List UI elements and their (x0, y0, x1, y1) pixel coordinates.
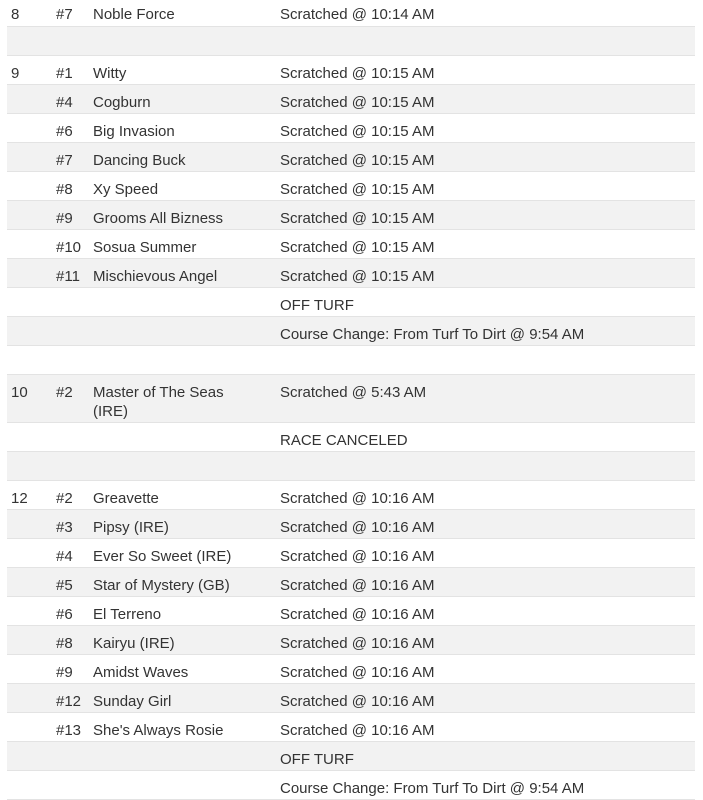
program-number: #1 (56, 65, 73, 82)
horse-name: Xy Speed (93, 181, 159, 198)
change-info: Course Change: From Turf To Dirt @ 9:54 AM (280, 780, 585, 797)
program-number: #9 (56, 664, 73, 681)
table-row (7, 317, 695, 346)
table-row (7, 27, 695, 56)
program-number: #8 (56, 181, 73, 198)
table-row (7, 201, 695, 230)
change-info: Scratched @ 10:15 AM (280, 65, 435, 82)
program-number: #11 (56, 268, 80, 285)
change-info: Scratched @ 10:16 AM (280, 606, 435, 623)
race-number: 12 (11, 490, 28, 507)
program-number: #13 (56, 722, 82, 739)
change-info: Scratched @ 10:15 AM (280, 210, 435, 227)
table-row (7, 56, 695, 85)
horse-name: Greavette (93, 490, 159, 507)
program-number: #5 (56, 577, 73, 594)
program-number: #2 (56, 384, 73, 401)
horse-name: Dancing Buck (93, 152, 186, 169)
program-number: #2 (56, 490, 73, 507)
program-number: #6 (56, 123, 73, 140)
horse-name: Amidst Waves (93, 664, 189, 681)
horse-name: Pipsy (IRE) (93, 519, 169, 536)
change-info: Scratched @ 10:14 AM (280, 6, 435, 23)
change-info: RACE CANCELED (280, 432, 408, 449)
change-info: Scratched @ 10:16 AM (280, 490, 435, 507)
program-number: #4 (56, 94, 73, 111)
race-number: 9 (11, 65, 20, 82)
change-info: Scratched @ 10:16 AM (280, 664, 435, 681)
horse-name: Sosua Summer (93, 239, 197, 256)
table-row (7, 259, 695, 288)
table-row (7, 288, 695, 317)
table-row (7, 597, 695, 626)
change-info: Scratched @ 10:16 AM (280, 722, 435, 739)
horse-name: Sunday Girl (93, 693, 172, 710)
program-number: #7 (56, 152, 73, 169)
change-info: OFF TURF (280, 751, 354, 768)
change-info: Scratched @ 10:15 AM (280, 152, 435, 169)
table-row (7, 481, 695, 510)
change-info: Scratched @ 5:43 AM (280, 384, 427, 401)
change-info: Scratched @ 10:16 AM (280, 519, 435, 536)
horse-name: Star of Mystery (GB) (93, 577, 230, 594)
table-row (7, 346, 695, 375)
change-info: Scratched @ 10:15 AM (280, 181, 435, 198)
table-row (7, 655, 695, 684)
change-info: Scratched @ 10:15 AM (280, 94, 435, 111)
race-number: 8 (11, 6, 20, 23)
horse-name: Mischievous Angel (93, 268, 218, 285)
horse-name: She's Always Rosie (93, 722, 224, 739)
table-row (7, 375, 695, 423)
horse-name: El Terreno (93, 606, 162, 623)
program-number: #3 (56, 519, 73, 536)
race-number: 10 (11, 384, 28, 401)
change-info: Course Change: From Turf To Dirt @ 9:54 AM (280, 326, 585, 343)
change-info: Scratched @ 10:16 AM (280, 693, 435, 710)
change-info: Scratched @ 10:15 AM (280, 123, 435, 140)
table-row (7, 172, 695, 201)
table-row (7, 742, 695, 771)
change-info: Scratched @ 10:16 AM (280, 635, 435, 652)
horse-name: Noble Force (93, 6, 175, 23)
table-row (7, 510, 695, 539)
horse-name: Witty (93, 65, 127, 82)
table-row (7, 539, 695, 568)
table-row (7, 230, 695, 259)
table-row (7, 684, 695, 713)
change-info: Scratched @ 10:16 AM (280, 548, 435, 565)
program-number: #10 (56, 239, 82, 256)
horse-name: Master of The Seas (IRE) (93, 384, 224, 420)
table-row (7, 452, 695, 481)
horse-name: Ever So Sweet (IRE) (93, 548, 232, 565)
table-row (7, 0, 695, 27)
change-info: Scratched @ 10:16 AM (280, 577, 435, 594)
table-row (7, 626, 695, 655)
program-number: #8 (56, 635, 73, 652)
change-info: Scratched @ 10:15 AM (280, 268, 435, 285)
program-number: #7 (56, 6, 73, 23)
table-row (7, 143, 695, 172)
table-row (7, 713, 695, 742)
program-number: #6 (56, 606, 73, 623)
table-row (7, 85, 695, 114)
change-info: Scratched @ 10:15 AM (280, 239, 435, 256)
scratches-table (7, 0, 695, 800)
horse-name: Kairyu (IRE) (93, 635, 175, 652)
change-info: OFF TURF (280, 297, 354, 314)
table-row (7, 114, 695, 143)
table-row (7, 771, 695, 800)
horse-name: Grooms All Bizness (93, 210, 224, 227)
horse-name: Cogburn (93, 94, 151, 111)
program-number: #12 (56, 693, 82, 710)
program-number: #9 (56, 210, 73, 227)
table-row (7, 423, 695, 452)
horse-name: Big Invasion (93, 123, 175, 140)
table-row (7, 568, 695, 597)
program-number: #4 (56, 548, 73, 565)
